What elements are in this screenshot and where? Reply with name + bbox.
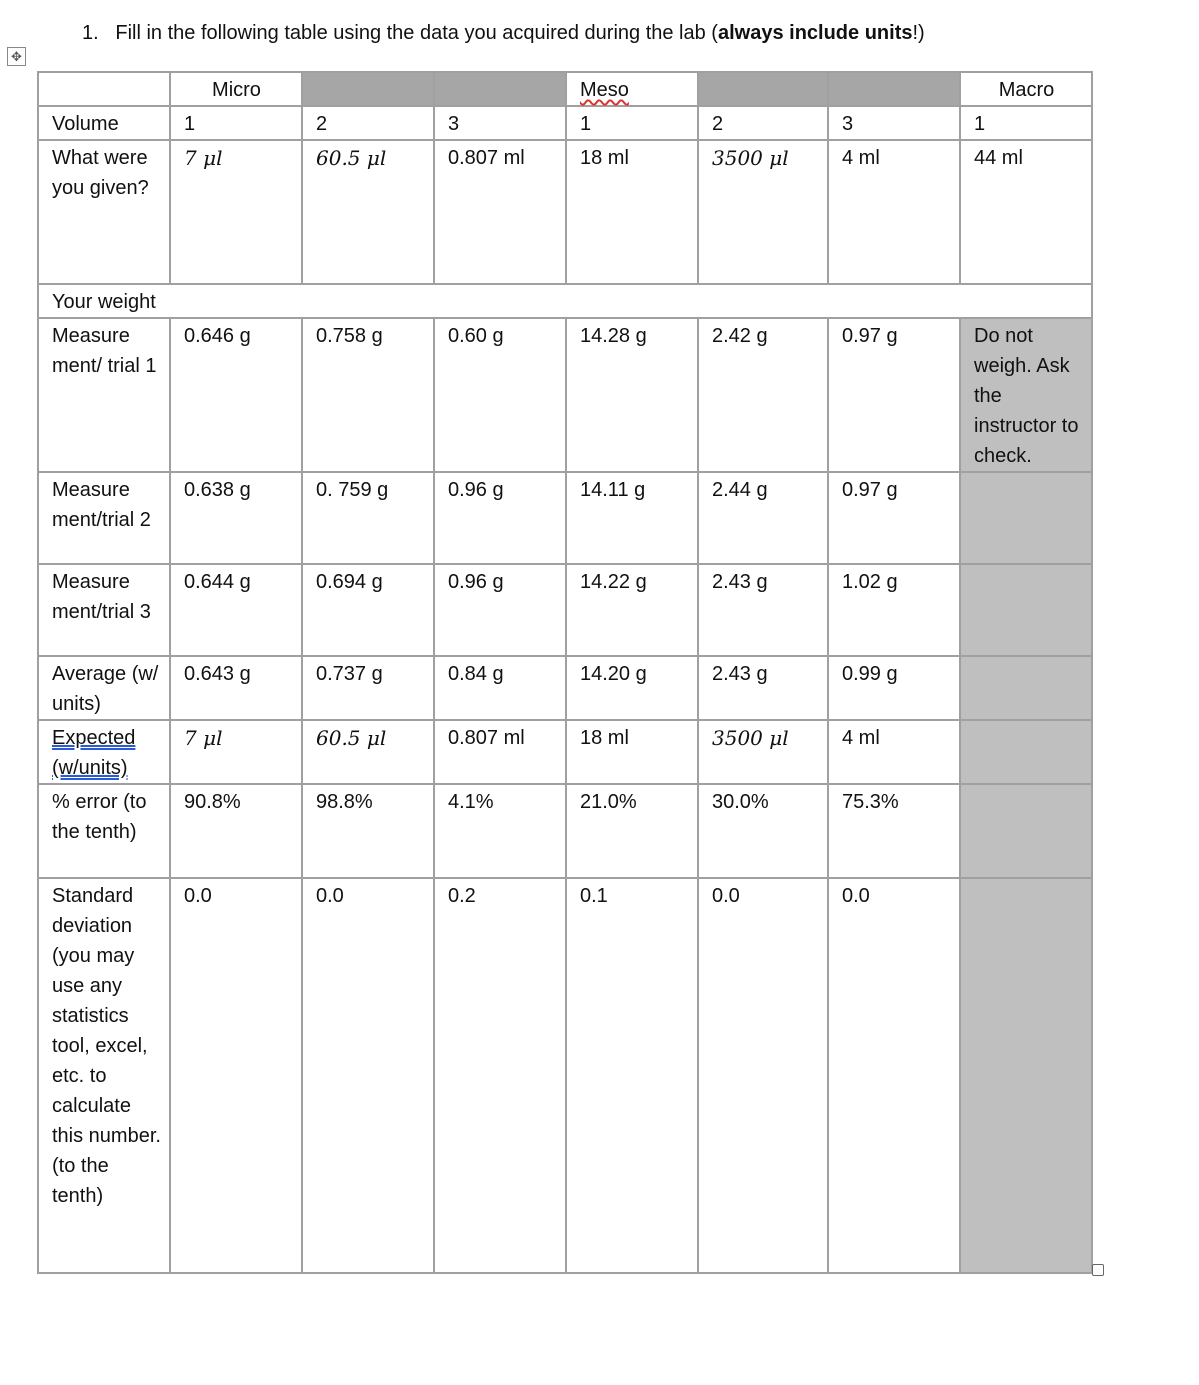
cell-value: 2.44 g (712, 479, 768, 501)
data-cell[interactable] (434, 656, 566, 720)
data-cell[interactable] (698, 720, 828, 784)
data-cell[interactable] (170, 318, 302, 472)
data-cell[interactable] (828, 784, 960, 878)
cell-value: 0.84 g (448, 663, 504, 685)
row-label[interactable]: % error (to the tenth) (38, 784, 170, 878)
cell-value: 0.0 (842, 885, 870, 907)
cell-value: 0.807 ml (448, 727, 525, 749)
cell-value: 21.0% (580, 791, 637, 813)
header-cell[interactable] (434, 72, 566, 106)
cell-value: 7 μl (184, 146, 223, 170)
data-cell[interactable] (434, 140, 566, 284)
data-cell[interactable] (302, 318, 434, 472)
row-label[interactable]: Standard deviation (you may use any statistics tool, excel, etc. to calculate this number. (to the tenth) (38, 878, 170, 1273)
cell-value: 2.43 g (712, 663, 768, 685)
data-cell[interactable] (434, 472, 566, 564)
data-cell[interactable] (960, 656, 1092, 720)
data-cell[interactable] (960, 472, 1092, 564)
table-row (38, 106, 1092, 140)
data-cell[interactable] (566, 878, 698, 1273)
row-label[interactable]: Measure ment/ trial 1 (38, 318, 170, 472)
cell-value: 3500 μl (712, 726, 789, 750)
table-row (38, 318, 1092, 472)
cell-value: 0.1 (580, 885, 608, 907)
header-row (38, 72, 1092, 106)
data-cell[interactable] (302, 106, 434, 140)
data-cell[interactable] (566, 472, 698, 564)
row-label[interactable]: Measure ment/trial 3 (38, 564, 170, 656)
data-cell[interactable] (960, 106, 1092, 140)
data-cell[interactable] (828, 472, 960, 564)
cell-value: 14.20 g (580, 663, 647, 685)
question-text (82, 22, 925, 45)
data-cell[interactable] (698, 878, 828, 1273)
table-row (38, 784, 1092, 878)
cell-value: 0.2 (448, 885, 476, 907)
data-cell[interactable] (170, 656, 302, 720)
cell-value: 7 μl (184, 726, 223, 750)
cell-value: 0.644 g (184, 571, 251, 593)
data-cell[interactable] (170, 106, 302, 140)
header-cell[interactable]: Meso (566, 72, 698, 106)
cell-value: 3 (842, 113, 854, 135)
cell-value: 0.646 g (184, 325, 251, 347)
row-label[interactable]: Expected (w/units) (38, 720, 170, 784)
data-cell[interactable] (434, 564, 566, 656)
data-cell[interactable] (960, 720, 1092, 784)
data-cell[interactable] (302, 784, 434, 878)
table-row (38, 284, 1092, 318)
data-cell[interactable] (170, 720, 302, 784)
data-cell[interactable] (434, 318, 566, 472)
data-cell[interactable] (302, 564, 434, 656)
cell-value: 3500 μl (712, 146, 789, 170)
data-cell[interactable] (566, 564, 698, 656)
cell-value: 4.1% (448, 791, 494, 813)
cell-value: 0.0 (316, 885, 344, 907)
cell-value: 0.97 g (842, 479, 898, 501)
header-cell[interactable] (698, 72, 828, 106)
cell-value: 0.694 g (316, 571, 383, 593)
question-tail: !) (912, 22, 925, 44)
cell-value: 0.0 (712, 885, 740, 907)
cell-value: 0.96 g (448, 571, 504, 593)
cell-value: 90.8% (184, 791, 241, 813)
cell-value: 2 (712, 113, 724, 135)
data-cell[interactable] (828, 878, 960, 1273)
header-cell[interactable] (38, 72, 170, 106)
data-cell[interactable] (566, 720, 698, 784)
data-cell[interactable] (566, 140, 698, 284)
cell-value: 0.807 ml (448, 147, 525, 169)
table-resize-handle[interactable] (1092, 1264, 1104, 1276)
cell-value: 1 (184, 113, 196, 135)
row-label[interactable]: Volume (38, 106, 170, 140)
lab-data-table (37, 71, 1093, 1274)
data-cell[interactable] (828, 140, 960, 284)
data-cell[interactable] (170, 878, 302, 1273)
data-cell[interactable] (302, 720, 434, 784)
data-cell[interactable] (698, 656, 828, 720)
table-row (38, 564, 1092, 656)
table-row (38, 472, 1092, 564)
table-row (38, 656, 1092, 720)
cell-value: 4 ml (842, 147, 880, 169)
data-cell[interactable] (434, 720, 566, 784)
cell-value: 2.42 g (712, 325, 768, 347)
cell-value: 0.96 g (448, 479, 504, 501)
data-cell[interactable] (960, 784, 1092, 878)
data-cell[interactable] (434, 106, 566, 140)
cell-value: 14.22 g (580, 571, 647, 593)
cell-value: 2 (316, 113, 328, 135)
row-label[interactable]: Average (w/ units) (38, 656, 170, 720)
cell-value: 18 ml (580, 147, 629, 169)
header-cell[interactable] (828, 72, 960, 106)
cell-value: 0.0 (184, 885, 212, 907)
cell-value: 0.99 g (842, 663, 898, 685)
cell-value: 0.97 g (842, 325, 898, 347)
header-cell[interactable] (302, 72, 434, 106)
data-cell[interactable] (960, 318, 1092, 472)
cell-value: 14.11 g (580, 479, 646, 501)
cell-value: 0.60 g (448, 325, 504, 347)
header-cell[interactable]: Macro (960, 72, 1092, 106)
data-cell[interactable] (698, 472, 828, 564)
data-cell[interactable] (828, 656, 960, 720)
data-cell[interactable] (566, 106, 698, 140)
question-body: Fill in the following table using the data you acquired during the lab ( (115, 22, 718, 44)
data-cell[interactable] (566, 656, 698, 720)
cell-value: 14.28 g (580, 325, 647, 347)
data-cell[interactable] (828, 106, 960, 140)
data-cell[interactable] (828, 720, 960, 784)
data-cell[interactable] (302, 656, 434, 720)
data-cell[interactable] (698, 784, 828, 878)
data-cell[interactable] (960, 564, 1092, 656)
cell-value: 1.02 g (842, 571, 898, 593)
cell-value: 1 (974, 113, 986, 135)
cell-value: 60.5 μl (316, 726, 387, 750)
row-label[interactable]: Measure ment/trial 2 (38, 472, 170, 564)
data-cell[interactable] (302, 140, 434, 284)
data-cell[interactable] (170, 564, 302, 656)
data-cell[interactable] (698, 140, 828, 284)
header-cell[interactable]: Micro (170, 72, 302, 106)
cell-value: 0. 759 g (316, 479, 389, 501)
question-number: 1. (82, 22, 99, 44)
cell-value: 0.737 g (316, 663, 383, 685)
data-cell[interactable] (698, 318, 828, 472)
data-cell[interactable] (434, 784, 566, 878)
data-cell[interactable] (960, 878, 1092, 1273)
data-cell[interactable] (434, 878, 566, 1273)
cell-value: 0.638 g (184, 479, 251, 501)
cell-value: 30.0% (712, 791, 769, 813)
cell-value: 1 (580, 113, 592, 135)
cell-value: 44 ml (974, 147, 1023, 169)
table-row (38, 878, 1092, 1273)
data-cell[interactable] (828, 564, 960, 656)
cell-value: Do not weigh. Ask the instructor to check. (974, 325, 1079, 467)
row-label[interactable]: What were you given? (38, 140, 170, 284)
data-cell[interactable] (302, 878, 434, 1273)
cell-value: 0.643 g (184, 663, 251, 685)
data-cell[interactable] (960, 140, 1092, 284)
data-cell[interactable] (698, 106, 828, 140)
cell-value: 0.758 g (316, 325, 383, 347)
cell-value: 18 ml (580, 727, 629, 749)
data-cell[interactable] (302, 472, 434, 564)
cell-value: 98.8% (316, 791, 373, 813)
cell-value: 75.3% (842, 791, 899, 813)
table-row (38, 720, 1092, 784)
table-row (38, 140, 1092, 284)
data-cell[interactable] (566, 318, 698, 472)
cell-value: 2.43 g (712, 571, 768, 593)
data-cell[interactable] (170, 140, 302, 284)
data-cell[interactable] (566, 784, 698, 878)
cell-value: 4 ml (842, 727, 880, 749)
cell-value: 60.5 μl (316, 146, 387, 170)
question-bold: always include units (717, 22, 913, 44)
data-cell[interactable] (828, 318, 960, 472)
table-move-handle-icon[interactable]: ✥ (7, 47, 26, 66)
data-cell[interactable] (170, 472, 302, 564)
data-cell[interactable] (698, 564, 828, 656)
data-cell[interactable] (170, 784, 302, 878)
row-label[interactable]: Your weight (38, 284, 1092, 318)
cell-value: 3 (448, 113, 460, 135)
